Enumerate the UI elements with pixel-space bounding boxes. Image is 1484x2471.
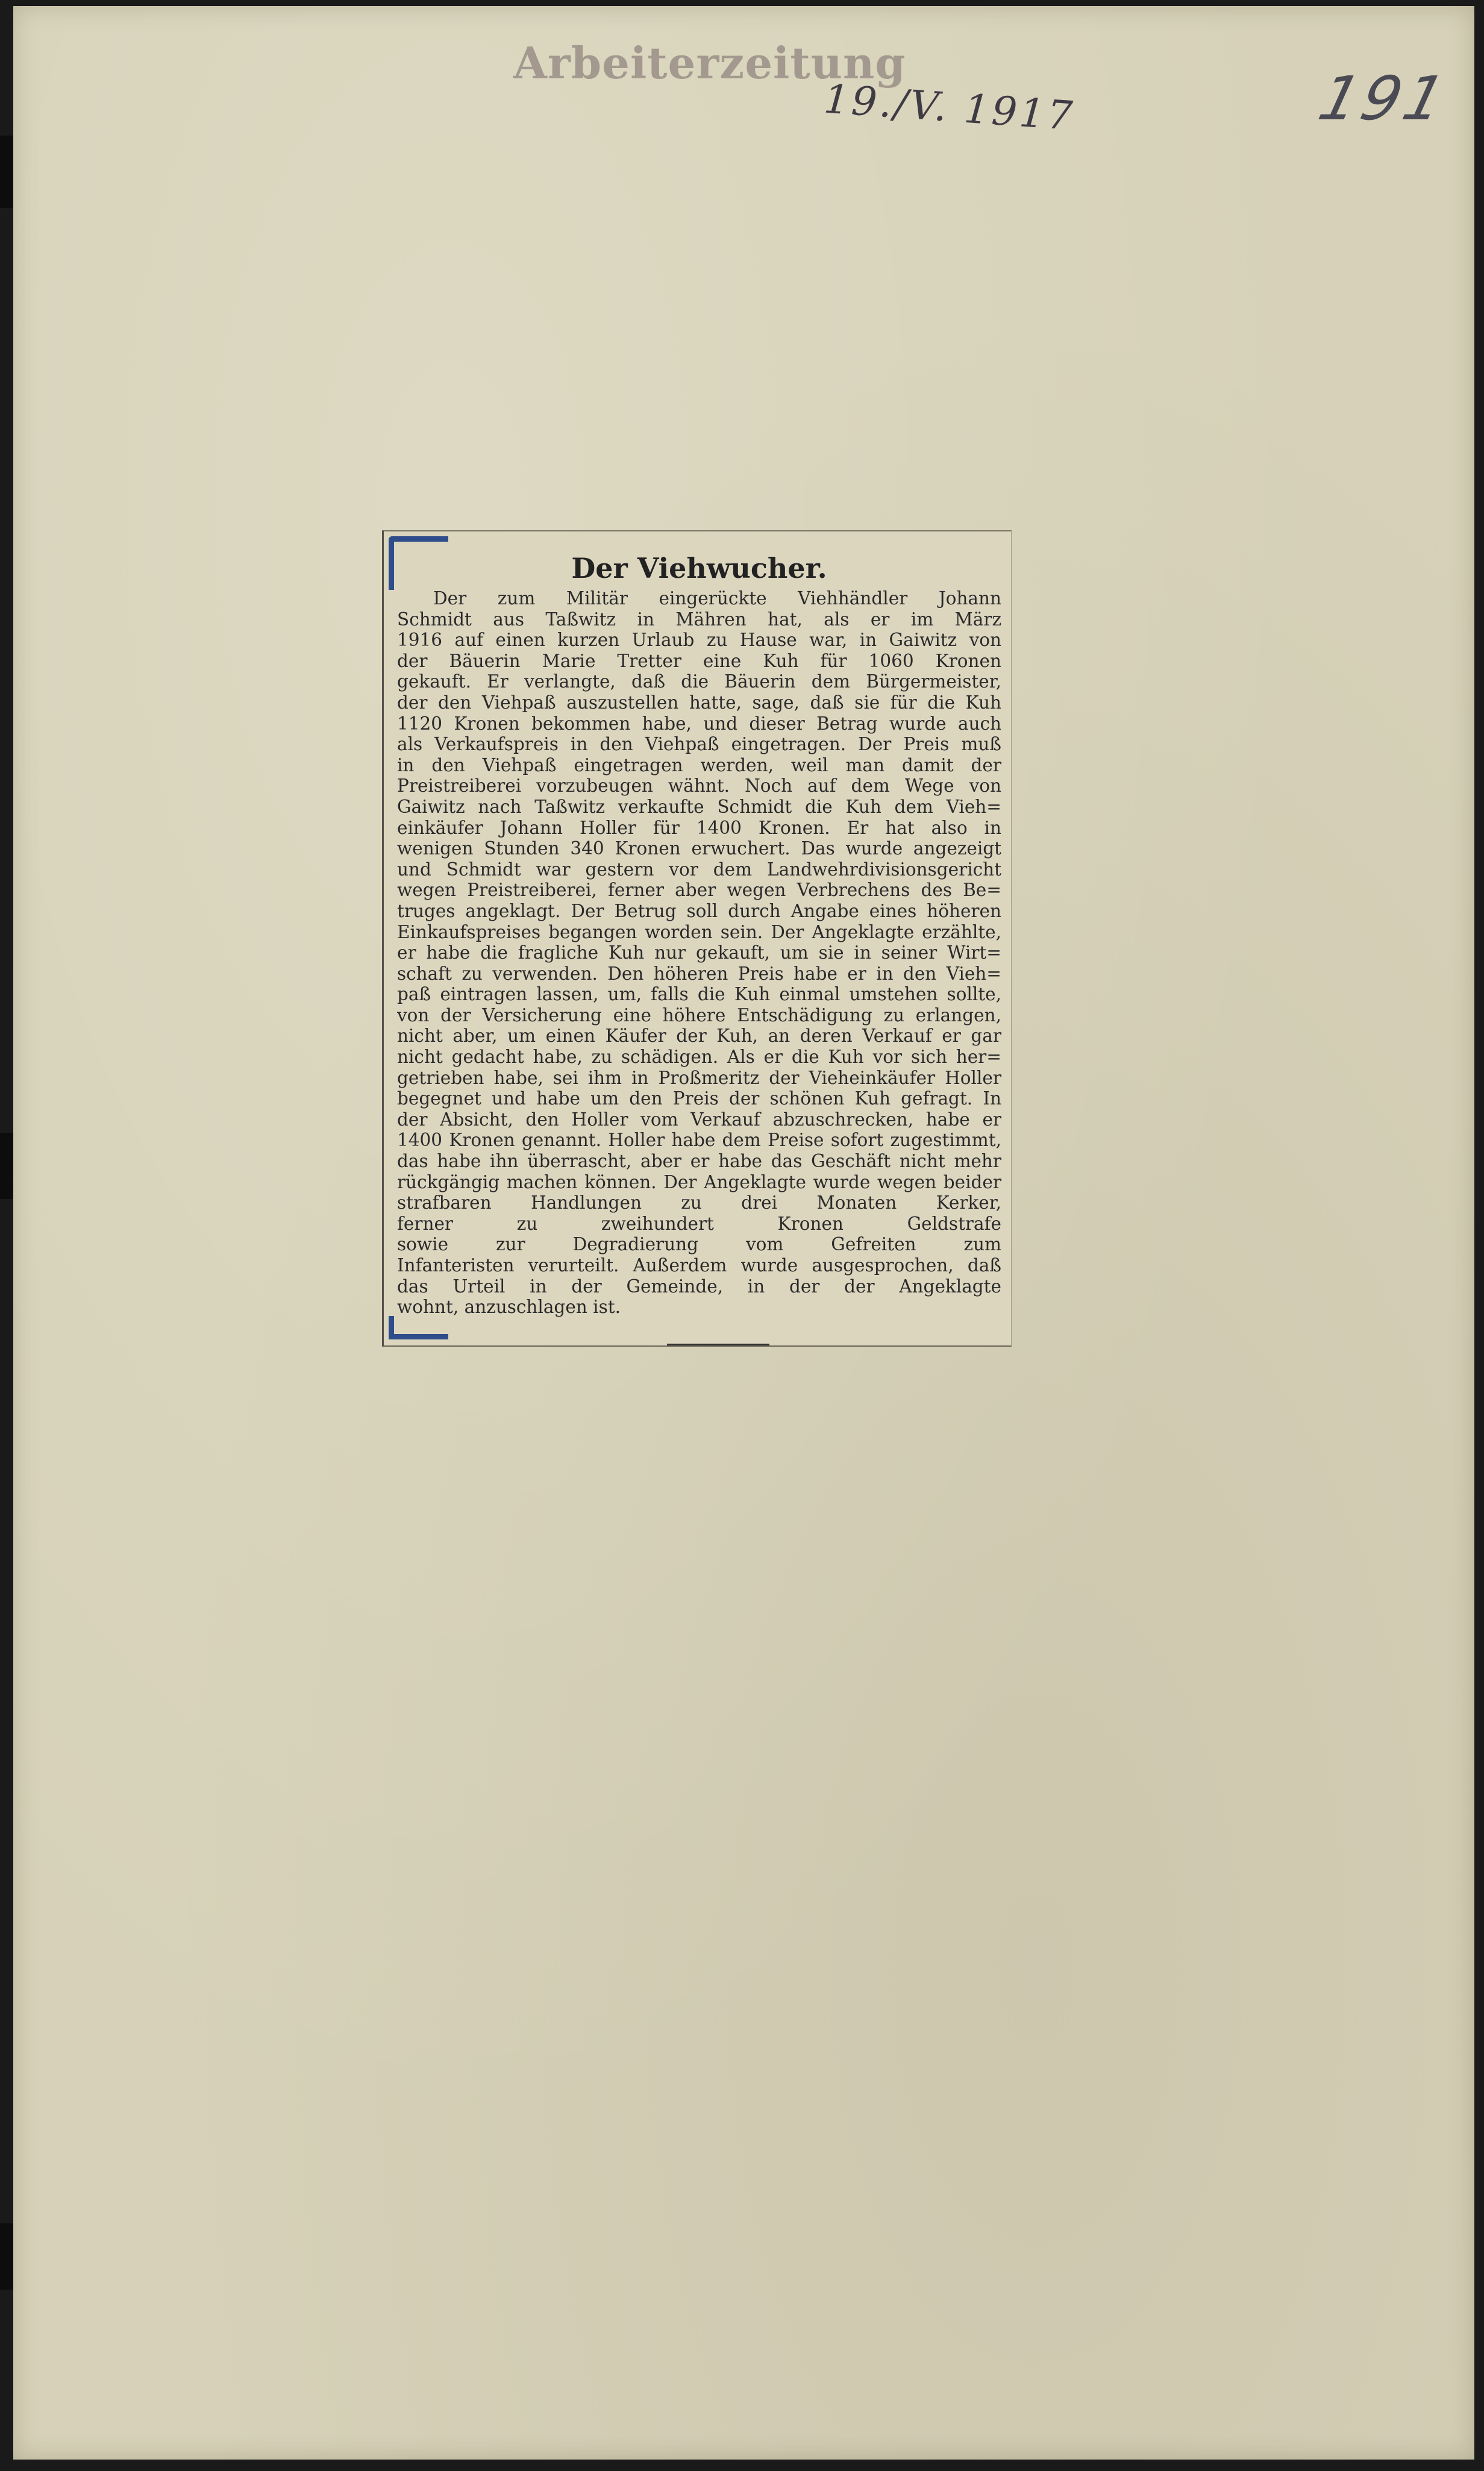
blue-pencil-bracket-mark (389, 1316, 448, 1339)
archive-sheet (13, 6, 1474, 2460)
article-line: Preistreiberei vorzubeugen wähnt. Noch auf dem Wege von (397, 775, 1001, 797)
article-line: paß eintragen lassen, um, falls die Kuh einmal umstehen sollte, (397, 984, 1001, 1005)
article-line: 1916 auf einen kurzen Urlaub zu Hause war, in Gaiwitz von (397, 630, 1001, 651)
article-line: das habe ihn überrascht, aber er habe das Geschäft nicht mehr (397, 1151, 1001, 1172)
article-headline: Der Viehwucher. (571, 552, 827, 584)
article-line: strafbaren Handlungen zu drei Monaten Kerker, (397, 1192, 1001, 1214)
article-line: als Verkaufspreis in den Viehpaß eingetragen. Der Preis muß (397, 734, 1001, 755)
article-line: einkäufer Johann Holler für 1400 Kronen. Er hat also in (397, 817, 1001, 838)
article-line: und Schmidt war gestern vor dem Landwehrdivisionsgericht (397, 859, 1001, 880)
handwritten-archive-number: 191 (1312, 63, 1456, 134)
blue-pencil-bracket-mark (389, 536, 448, 590)
article-line: der Bäuerin Marie Tretter eine Kuh für 1060 Kronen (397, 650, 1001, 671)
article-line: 1400 Kronen genannt. Holler habe dem Preise sofort zugestimmt, (397, 1130, 1001, 1151)
article-line: gekauft. Er verlangte, daß die Bäuerin dem Bürgermeister, (397, 671, 1001, 692)
article-line: schaft zu verwenden. Den höheren Preis habe er in den Vieh= (397, 963, 1001, 984)
article-line: 1120 Kronen bekommen habe, und dieser Betrag wurde auch (397, 713, 1001, 734)
article-line: sowie zur Degradierung vom Gefreiten zum (397, 1234, 1001, 1255)
article-line: Schmidt aus Taßwitz in Mähren hat, als er im März (397, 609, 1001, 630)
newspaper-clipping (382, 530, 1012, 1347)
article-line: getrieben habe, sei ihm in Proßmeritz der Vieheinkäufer Holler (397, 1067, 1001, 1088)
article-line: wenigen Stunden 340 Kronen erwuchert. Das wurde angezeigt (397, 838, 1001, 859)
article-line: Der zum Militär eingerückte Viehhändler Johann (433, 588, 1001, 609)
article-line: begegnet und habe um den Preis der schönen Kuh gefragt. In (397, 1088, 1001, 1109)
article-line: wegen Preistreiberei, ferner aber wegen Verbrechens des Be= (397, 880, 1001, 901)
article-line: der Absicht, den Holler vom Verkauf abzuschrecken, habe er (397, 1109, 1001, 1130)
article-line: Einkaufspreises begangen worden sein. Der Angeklagte erzählte, (397, 921, 1001, 942)
article-line: Infanteristen verurteilt. Außerdem wurde ausgesprochen, daß (397, 1255, 1001, 1276)
article-line: nicht aber, um einen Käufer der Kuh, an deren Verkauf er gar (397, 1026, 1001, 1047)
article-line: truges angeklagt. Der Betrug soll durch Angabe eines höheren (397, 900, 1001, 921)
handwritten-date: 19./V. 1917 (822, 75, 1077, 140)
article-line: Gaiwitz nach Taßwitz verkaufte Schmidt die Kuh dem Vieh= (397, 796, 1001, 817)
article-line: er habe die fragliche Kuh nur gekauft, um sie in seiner Wirt= (397, 942, 1001, 963)
article-body (397, 588, 1001, 1318)
article-line: von der Versicherung eine höhere Entschädigung zu erlangen, (397, 1004, 1001, 1026)
article-end-rule (667, 1344, 769, 1345)
newspaper-stamp: Arbeiterzeitung (513, 37, 906, 89)
article-line: in den Viehpaß eingetragen werden, weil man damit der (397, 754, 1001, 775)
article-line: nicht gedacht habe, zu schädigen. Als er die Kuh vor sich her= (397, 1047, 1001, 1068)
article-line: wohnt, anzuschlagen ist. (397, 1297, 621, 1318)
article-line: das Urteil in der Gemeinde, in der der Angeklagte (397, 1276, 1001, 1297)
article-line: der den Viehpaß auszustellen hatte, sage, daß sie für die Kuh (397, 692, 1001, 713)
article-line: ferner zu zweihundert Kronen Geldstrafe (397, 1213, 1001, 1234)
article-line: rückgängig machen können. Der Angeklagte wurde wegen beider (397, 1171, 1001, 1192)
